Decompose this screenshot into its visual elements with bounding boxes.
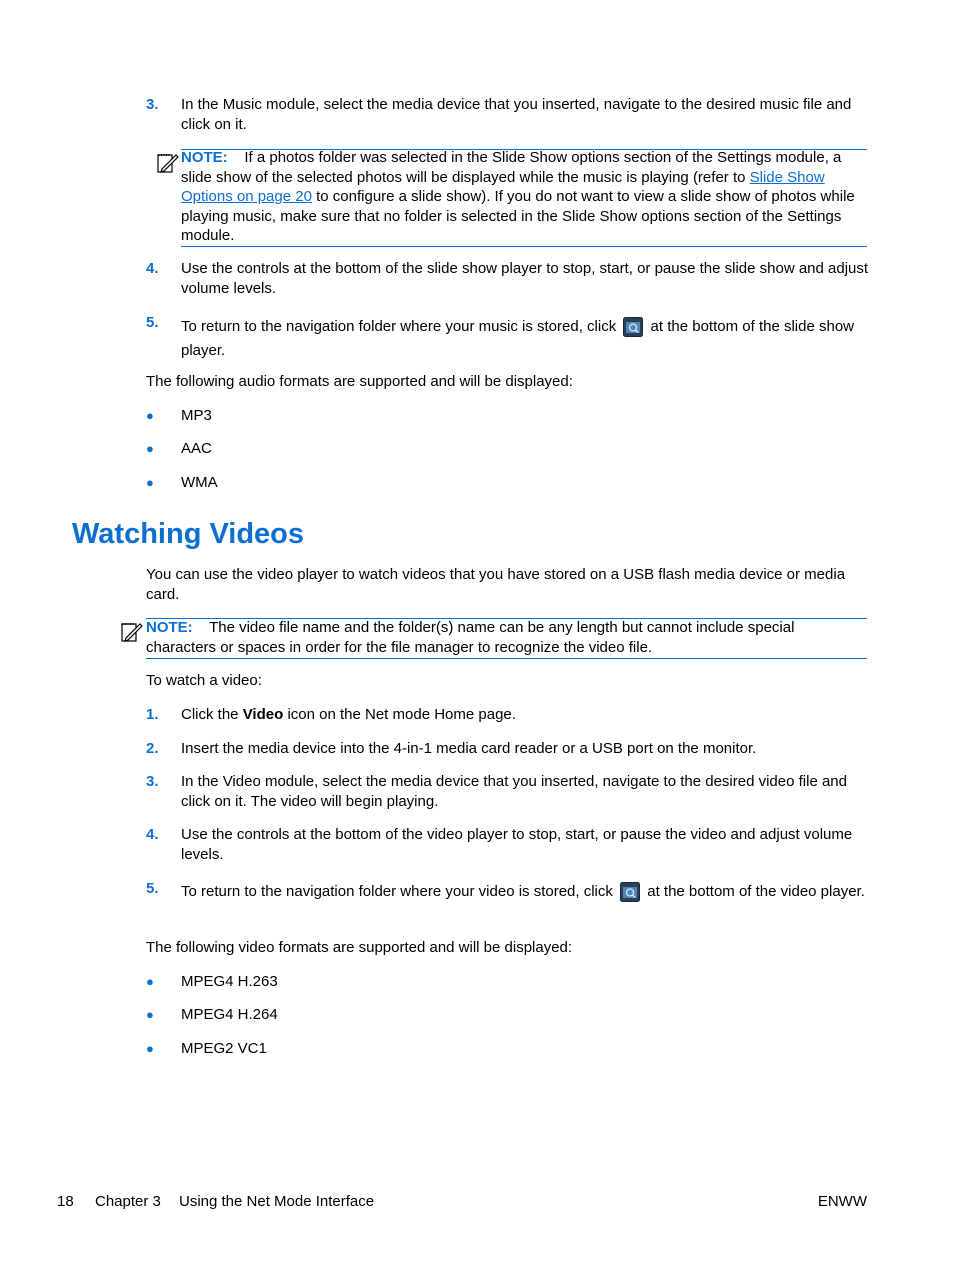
bullet: ● (146, 1041, 154, 1056)
step-text (181, 880, 871, 904)
video-formats-intro: The following video formats are supported and will be displayed: (146, 939, 573, 956)
step-text-end: icon on the Net mode Home page. (287, 706, 516, 723)
bullet: ● (146, 475, 154, 490)
step-text-start: Click the (181, 706, 239, 723)
bullet: ● (146, 1007, 154, 1022)
step-text: In the Music module, select the media device that you inserted, navigate to the desired music file and click on it. (181, 96, 852, 133)
bullet: ● (146, 441, 154, 456)
note-label: NOTE: (181, 149, 228, 166)
list-item: MPEG2 VC1 (181, 1040, 267, 1057)
step-number: 5. (146, 880, 159, 897)
step-text-end: at the bottom of the video player. (647, 883, 865, 900)
note-bottom-rule (181, 246, 867, 247)
step-number: 2. (146, 740, 159, 757)
step-number: 1. (146, 706, 159, 723)
step-text-start: To return to the navigation folder where your music is stored, click (181, 318, 617, 335)
list-item: MPEG4 H.263 (181, 973, 278, 990)
video-intro: You can use the video player to watch videos that you have stored on a USB flash media device or media card. (146, 566, 846, 603)
watch-intro: To watch a video: (146, 672, 262, 689)
step-number: 3. (146, 773, 159, 790)
video-icon-name: Video (242, 706, 284, 723)
footer-chapter-title: Using the Net Mode Interface (179, 1193, 375, 1210)
folder-navigation-icon (623, 317, 643, 337)
note-bottom-rule (146, 658, 867, 659)
step-text: Insert the media device into the 4-in-1 media card reader or a USB port on the monitor. (181, 740, 757, 757)
list-item: MPEG4 H.264 (181, 1006, 278, 1023)
footer-chapter: Chapter 3 (95, 1193, 161, 1210)
footer-locale: ENWW (817, 1193, 867, 1210)
note-pad-icon (120, 620, 144, 644)
step-number: 4. (146, 260, 159, 277)
step-text: Use the controls at the bottom of the slide show player to stop, start, or pause the slide show and adjust volume levels. (181, 260, 869, 297)
note-body-start: If a photos folder was selected in the Slide Show options section of the Settings module, a slide show of the selected photos will be displayed while the music is playing (refer to (181, 149, 842, 186)
step-number: 3. (146, 96, 159, 113)
step-text (181, 315, 871, 363)
section-heading: Watching Videos (72, 518, 305, 550)
folder-navigation-icon (620, 882, 640, 902)
note-text (181, 148, 867, 246)
step-text-end: at the bottom of the slide show player. (181, 318, 854, 359)
step-number: 4. (146, 826, 159, 843)
step-text (181, 705, 871, 725)
note-body-end: to configure a slide show). If you do not want to view a slide show of photos while playing music, make sure that no folder is selected in the Slide Show options section of the Settings module. (181, 188, 855, 244)
step-text: Use the controls at the bottom of the video player to stop, start, or pause the video and adjust volume levels. (181, 826, 853, 863)
step-text: In the Video module, select the media device that you inserted, navigate to the desired video file and click on it. The video will begin playing. (181, 773, 847, 810)
cross-reference-link[interactable]: Slide Show Options on page 20 (181, 168, 825, 205)
list-item: AAC (181, 440, 212, 457)
page-number: 18 (57, 1193, 74, 1210)
step-text-start: To return to the navigation folder where your video is stored, click (181, 883, 613, 900)
step-number: 5. (146, 314, 159, 331)
list-item: MP3 (181, 407, 212, 424)
bullet: ● (146, 974, 154, 989)
bullet: ● (146, 408, 154, 423)
note-pad-icon (156, 151, 180, 175)
audio-formats-intro: The following audio formats are supported and will be displayed: (146, 373, 573, 390)
note-label: NOTE: (146, 619, 193, 636)
note-body: The video file name and the folder(s) name can be any length but cannot include special characters or spaces in order for the file manager to recognize the video file. (146, 619, 795, 656)
note-text (146, 618, 867, 657)
list-item: WMA (181, 474, 218, 491)
